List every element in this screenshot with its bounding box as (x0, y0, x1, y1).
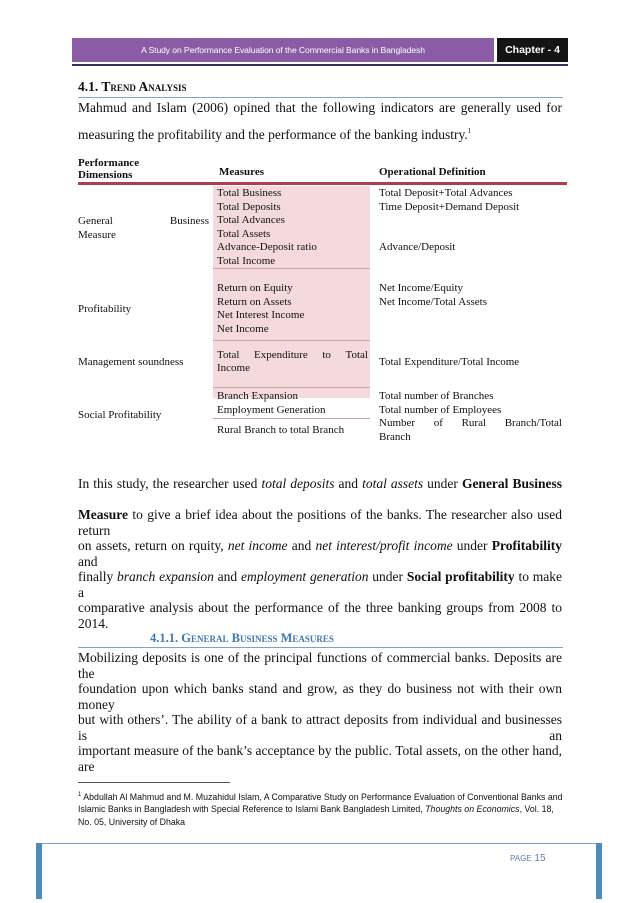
footer-left-bar (36, 843, 42, 899)
footnote (78, 789, 564, 828)
text-run-italic: total deposits (261, 476, 335, 491)
body-line-4 (78, 569, 562, 601)
body-line-2 (78, 507, 562, 539)
footnote-rule (78, 782, 230, 783)
definition-word: of (433, 417, 443, 429)
footnote-journal: Thoughts on Economics (425, 804, 520, 815)
cell-divider (213, 340, 370, 341)
dimension-general-business-line1 (78, 215, 209, 227)
definition-item (379, 214, 519, 228)
cell-divider (213, 387, 370, 388)
page-number (510, 853, 546, 864)
text-run: and (213, 569, 241, 584)
text-run-italic: net interest/profit income (315, 538, 453, 553)
definition-management-soundness: Total Expenditure/Total Income (379, 356, 520, 368)
measure-item: Branch Expansion (217, 390, 298, 402)
header-measures: Measures (219, 166, 265, 178)
definition-item: Total number of Employees (379, 403, 502, 416)
dimension-general-business-line2: Measure (78, 229, 116, 241)
measure-item: Return on Assets (217, 295, 292, 308)
text-run-bold: Social profitability (406, 569, 515, 584)
measure-item: Total Business (217, 187, 282, 199)
intro-line-2 (78, 127, 562, 143)
header-dimension-line2: Dimensions (78, 169, 133, 181)
measures-profitability (217, 282, 304, 336)
footer-rule (36, 843, 602, 844)
footnote-text: Abdullah Al Mahmud and M. Muzahidul Islam, A Comparative Study on Performance Evaluation of Conventional Banks and Islamic Banks in Bangladesh with Special Reference to Islami Bank Bangladesh Limited, (78, 792, 563, 815)
footnote-text-end: , Vol. 18, No. 05, University of Dhaka (78, 804, 554, 827)
body-line-3 (78, 538, 562, 570)
measures-social-profitability (217, 390, 344, 438)
text-run-italic: net income (227, 538, 288, 553)
dimension-general-business-word2: Business (169, 215, 209, 227)
text-run: and (334, 476, 363, 491)
measure-item: Net Interest Income (217, 309, 305, 321)
subsection-line-3: but with others’. The ability of a bank to attract deposits from individual and businesses is an (78, 712, 562, 743)
definitions-profitability (379, 282, 487, 336)
text-run: under (423, 476, 462, 491)
definition-word: Branch/Total (504, 417, 562, 429)
measure-word: Total (217, 349, 240, 361)
cell-divider (213, 418, 370, 419)
page-label: PAGE (510, 854, 532, 863)
header-divider (72, 64, 568, 66)
page-number-value: 15 (534, 853, 546, 864)
definitions-general-business (379, 187, 519, 268)
definition-item (379, 309, 487, 323)
text-run: to give a brief idea about the positions of the banks. The researcher also used return (78, 507, 562, 538)
definition-item: Total number of Branches (379, 390, 494, 402)
measure-item: Net Income (217, 322, 269, 335)
measure-item: Total Advances (217, 214, 285, 226)
header-dimension-line1: Performance (78, 157, 140, 169)
dimension-profitability: Profitability (78, 303, 132, 315)
text-run-italic: branch expansion (117, 569, 214, 584)
text-run-italic: employment generation (240, 569, 369, 584)
dimension-general-business-word1: General (78, 215, 113, 227)
subsection-heading: 4.1.1. General Business Measures (150, 631, 334, 645)
definition-word: Rural (461, 417, 487, 429)
text-run-bold: Measure (78, 507, 128, 522)
text-run: to make a (78, 569, 562, 600)
definition-item (379, 255, 519, 269)
body-line-1 (78, 476, 562, 492)
definition-item: Total Deposit+Total Advances (379, 187, 513, 199)
definition-item-line1 (379, 417, 562, 431)
definition-item: Advance/Deposit (379, 241, 456, 253)
definition-item (379, 323, 487, 337)
measure-word: Expenditure (254, 349, 308, 361)
performance-indicator-table (78, 157, 567, 447)
header-definition: Operational Definition (379, 166, 486, 178)
definition-item: Time Deposit+Demand Deposit (379, 200, 520, 213)
running-header-title (72, 38, 494, 62)
measure-item: Return on Equity (217, 282, 293, 294)
definition-word: Number (379, 417, 416, 429)
subsection-line-4: important measure of the bank’s acceptance by the public. Total assets, on the other hand, are (78, 743, 562, 774)
section-heading: 4.1. Trend Analysis (78, 79, 187, 94)
definition-item: Net Income/Total Assets (379, 295, 487, 308)
text-run: under (452, 538, 492, 553)
text-run: In this study, the researcher used (78, 476, 262, 491)
measure-word: Total (345, 349, 368, 361)
measure-item: Total Assets (217, 227, 271, 240)
text-run: finally (78, 569, 118, 584)
intro-line-2-text: measuring the profitability and the performance of the banking industry. (78, 127, 468, 142)
measure-item-line2: Income (217, 362, 250, 374)
text-run: under (368, 569, 407, 584)
measures-general-business (217, 187, 317, 268)
dimension-general-business (78, 215, 209, 241)
chapter-badge (497, 38, 568, 62)
chapter-label: Chapter - 4 (505, 44, 560, 56)
text-run-bold: General Business (461, 476, 562, 491)
measure-item-line1 (217, 349, 368, 362)
running-header-text: A Study on Performance Evaluation of the Commercial Banks in Bangladesh (141, 45, 425, 55)
text-run: and (287, 538, 316, 553)
footnote-number: 1 (78, 792, 82, 798)
section-heading-rule (78, 97, 563, 98)
measures-management-soundness (217, 349, 368, 375)
intro-line-1: Mahmud and Islam (2006) opined that the following indicators are generally used for (78, 100, 562, 115)
footer-right-bar (596, 843, 602, 899)
definition-item (379, 228, 519, 242)
text-run-bold: Profitability (491, 538, 562, 553)
footnote-ref[interactable]: 1 (467, 127, 472, 135)
measure-item: Total Income (217, 254, 276, 267)
measure-item: Advance-Deposit ratio (217, 241, 317, 253)
dimension-social-profitability: Social Profitability (78, 409, 162, 421)
measure-item: Employment Generation (217, 403, 326, 416)
subsection-heading-rule (78, 647, 563, 648)
dimension-management-soundness: Management soundness (78, 356, 184, 368)
subsection-line-2: foundation upon which banks stand and grow, as they do business not with their own money (78, 681, 562, 712)
definitions-social-profitability (379, 390, 562, 444)
table-header-rule (78, 182, 567, 185)
text-run: and (78, 554, 98, 569)
definition-item-line2: Branch (379, 430, 411, 443)
text-run: on assets, return on rquity, (78, 538, 228, 553)
text-run-italic: total assets (362, 476, 424, 491)
subsection-line-1: Mobilizing deposits is one of the principal functions of commercial banks. Deposits are the (78, 650, 562, 681)
measure-word: to (322, 349, 331, 361)
measure-item: Rural Branch to total Branch (217, 424, 345, 436)
body-line-5: comparative analysis about the performance of the three banking groups from 2008 to 2014. (78, 600, 562, 631)
cell-divider (213, 268, 370, 269)
definition-item: Net Income/Equity (379, 282, 464, 294)
measure-item: Total Deposits (217, 200, 281, 213)
header-dimension (78, 157, 139, 181)
